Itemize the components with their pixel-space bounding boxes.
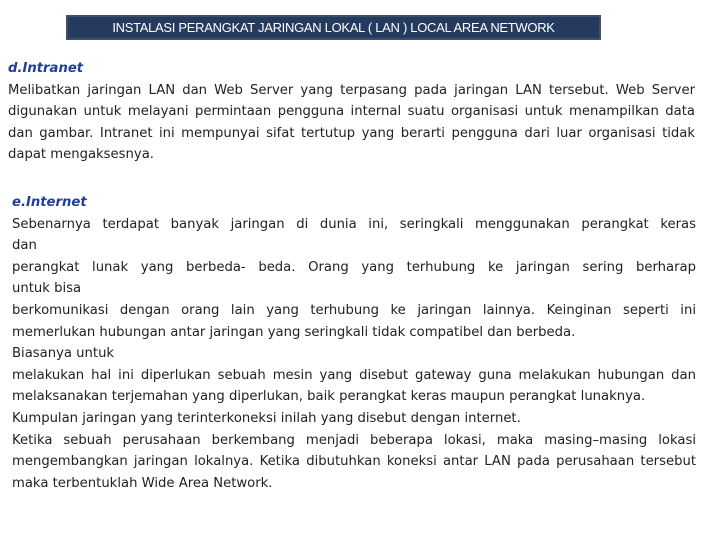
slide-title: INSTALASI PERANGKAT JARINGAN LOKAL ( LAN ) LOCAL AREA NETWORK <box>112 20 555 35</box>
title-bar <box>66 15 601 40</box>
internet-paragraph-line: perangkat lunak yang berbeda- beda. Orang yang terhubung ke jaringan sering berharap <box>12 259 696 275</box>
internet-paragraph-line: Biasanya untuk <box>12 346 115 362</box>
internet-paragraph-line: untuk bisa <box>12 281 82 297</box>
internet-paragraph-line: berkomunikasi dengan orang lain yang terhubung ke jaringan lainnya. Keinginan seperti ini memerlukan hubungan antar jaringan yang seringkali tidak compatibel dan berbeda. <box>12 302 696 340</box>
internet-paragraph-line: melakukan hal ini diperlukan sebuah mesin yang disebut gateway guna melakukan hubungan dan melaksanakan terjemahan yang diperlukan, baik perangkat keras maupun perangkat lunaknya. <box>12 367 696 405</box>
internet-paragraph-line: dan <box>12 238 37 254</box>
section-intranet <box>8 58 695 166</box>
internet-paragraph-line: Kumpulan jaringan yang terinterkoneksi inilah yang disebut dengan internet. <box>12 410 521 426</box>
internet-paragraph-line: Ketika sebuah perusahaan berkembang menjadi beberapa lokasi, maka masing–masing lokasi mengembangkan jaringan lokalnya. Ketika dibutuhkan koneksi antar LAN pada perusahaan tersebut maka terbentuklah Wide Area Network. <box>12 432 696 491</box>
section-internet <box>12 192 696 494</box>
internet-heading: e.Internet <box>12 195 87 210</box>
intranet-heading: d.Intranet <box>8 61 84 76</box>
internet-paragraph-line: Sebenarnya terdapat banyak jaringan di dunia ini, seringkali menggunakan perangkat keras <box>12 216 696 232</box>
intranet-paragraph: Melibatkan jaringan LAN dan Web Server yang terpasang pada jaringan LAN tersebut. Web Server digunakan untuk melayani permintaan pengguna internal suatu organisasi untuk menampilkan data dan gambar. Intranet ini mempunyai sifat tertutup yang berarti pengguna dari luar organisasi tidak dapat mengaksesnya. <box>8 82 695 163</box>
